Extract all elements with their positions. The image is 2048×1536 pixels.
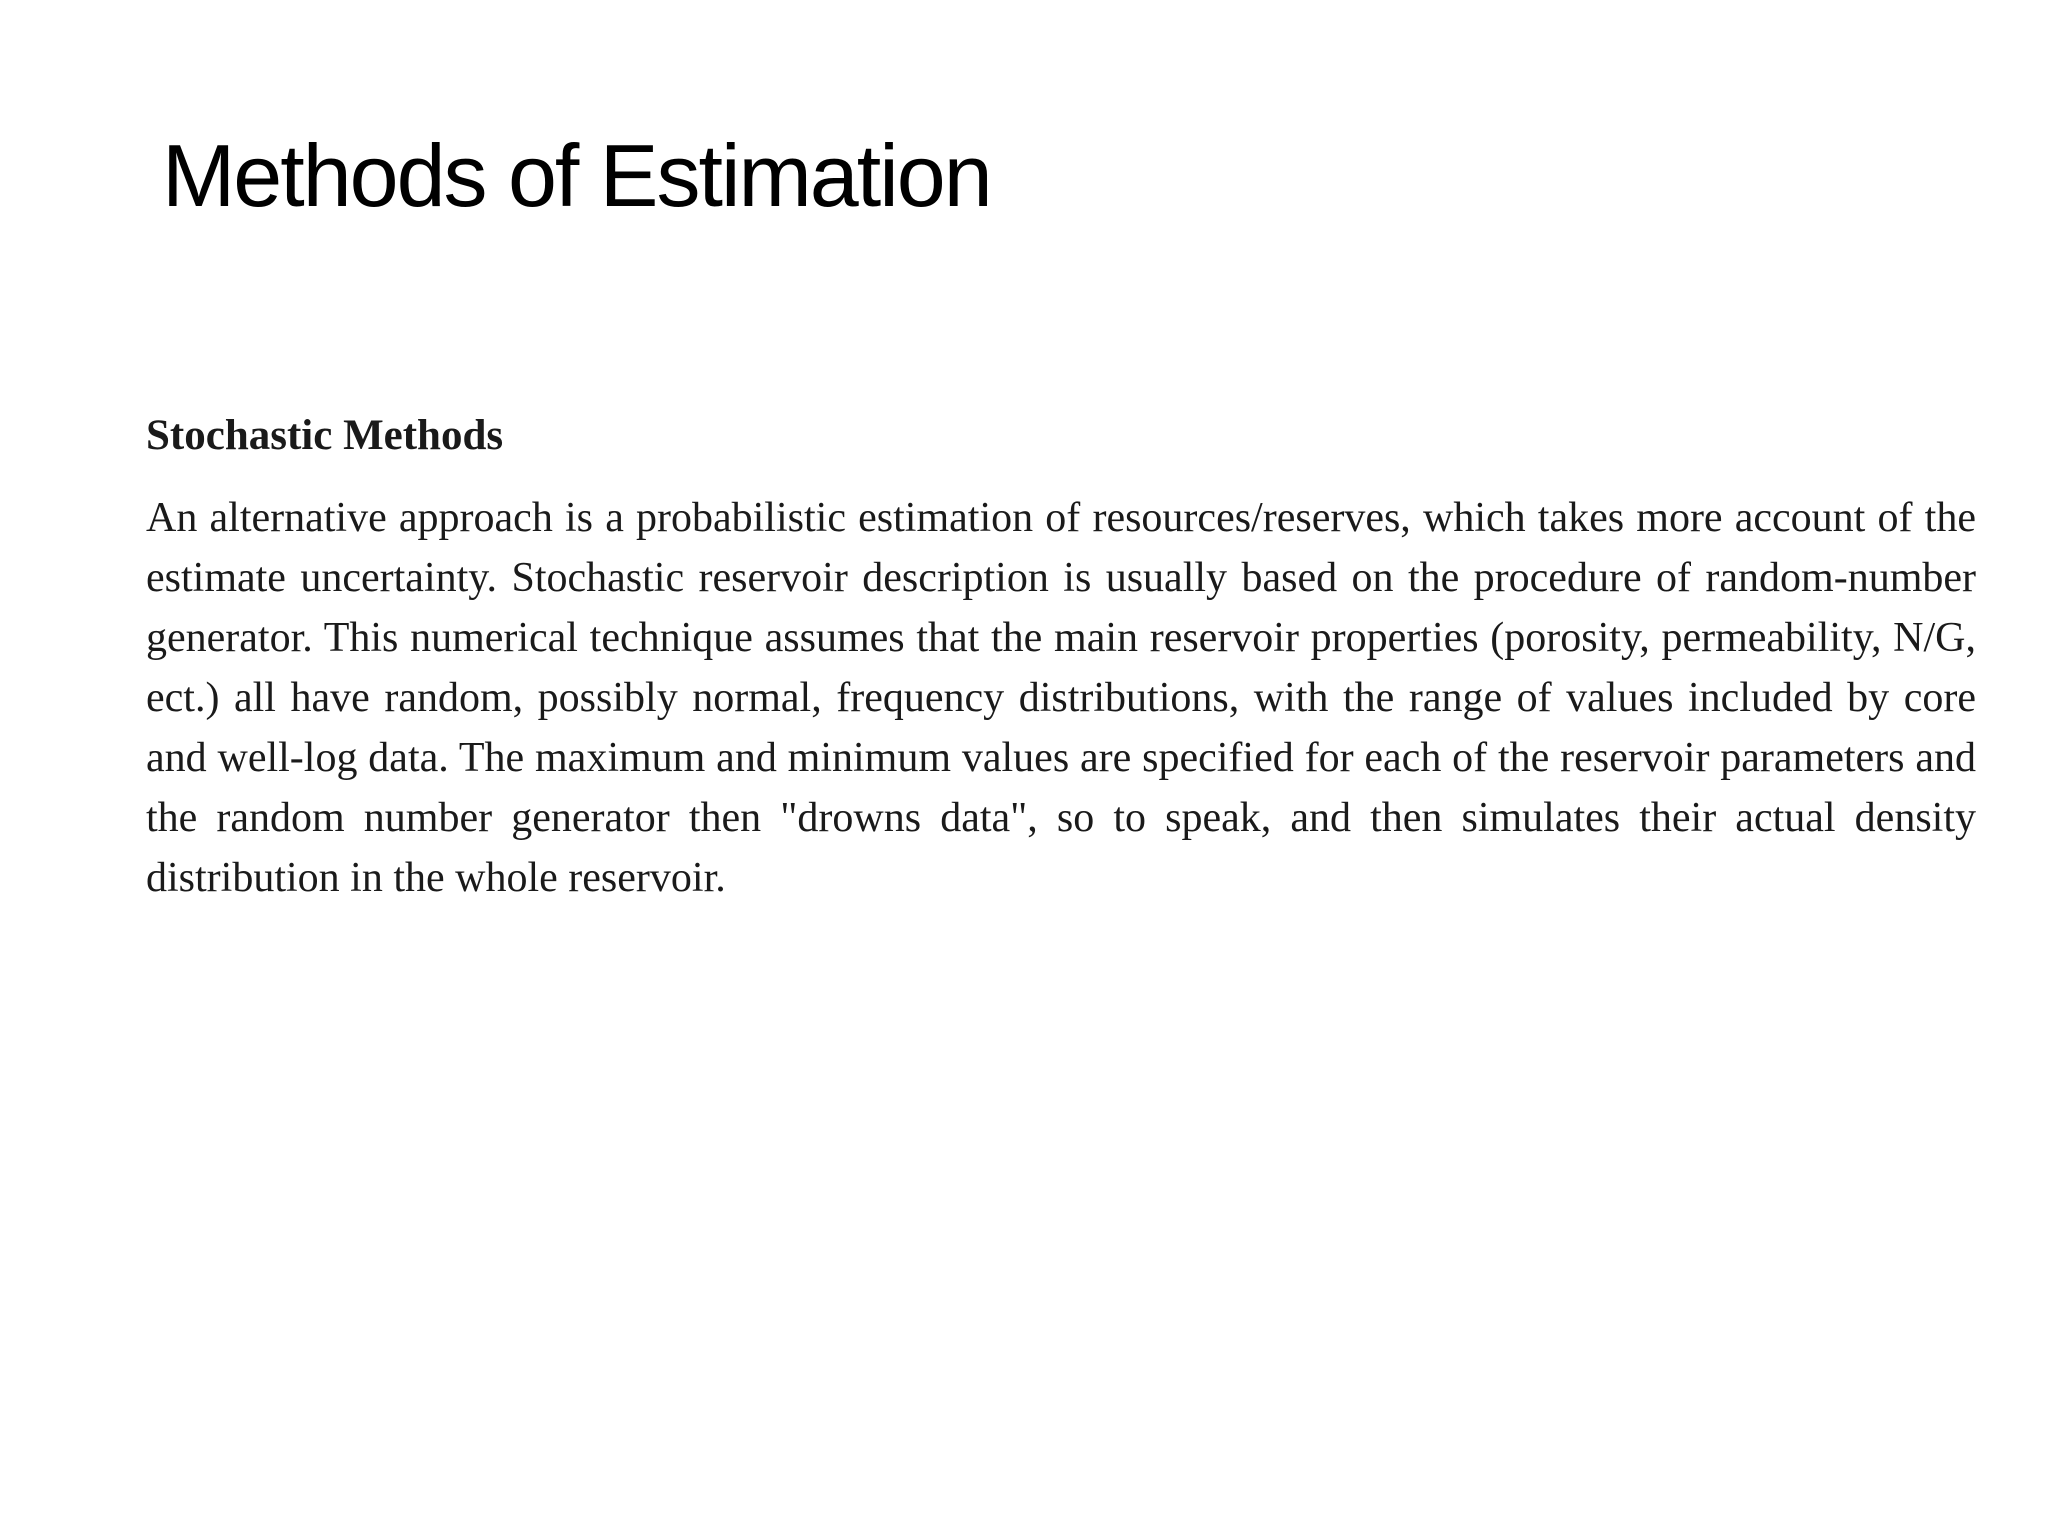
slide-title: Methods of Estimation xyxy=(162,126,991,225)
text-excerpt xyxy=(146,410,1976,908)
section-heading: Stochastic Methods xyxy=(146,412,504,459)
section-body-paragraph: An alternative approach is a probabilistic estimation of resources/reserves, which takes more account of the estimate uncertainty. Stochastic reservoir description is usually based on the procedure of random-number generator. This numerical technique assumes that the main reservoir properties (porosity, permeability, N/G, ect.) all have random, possibly normal, frequency distributions, with the range of values included by core and well-log data. The maximum and minimum values are specified for each of the reservoir parameters and the random number generator then "drowns data", so to speak, and then simulates their actual density distribution in the whole reservoir. xyxy=(146,494,1976,901)
